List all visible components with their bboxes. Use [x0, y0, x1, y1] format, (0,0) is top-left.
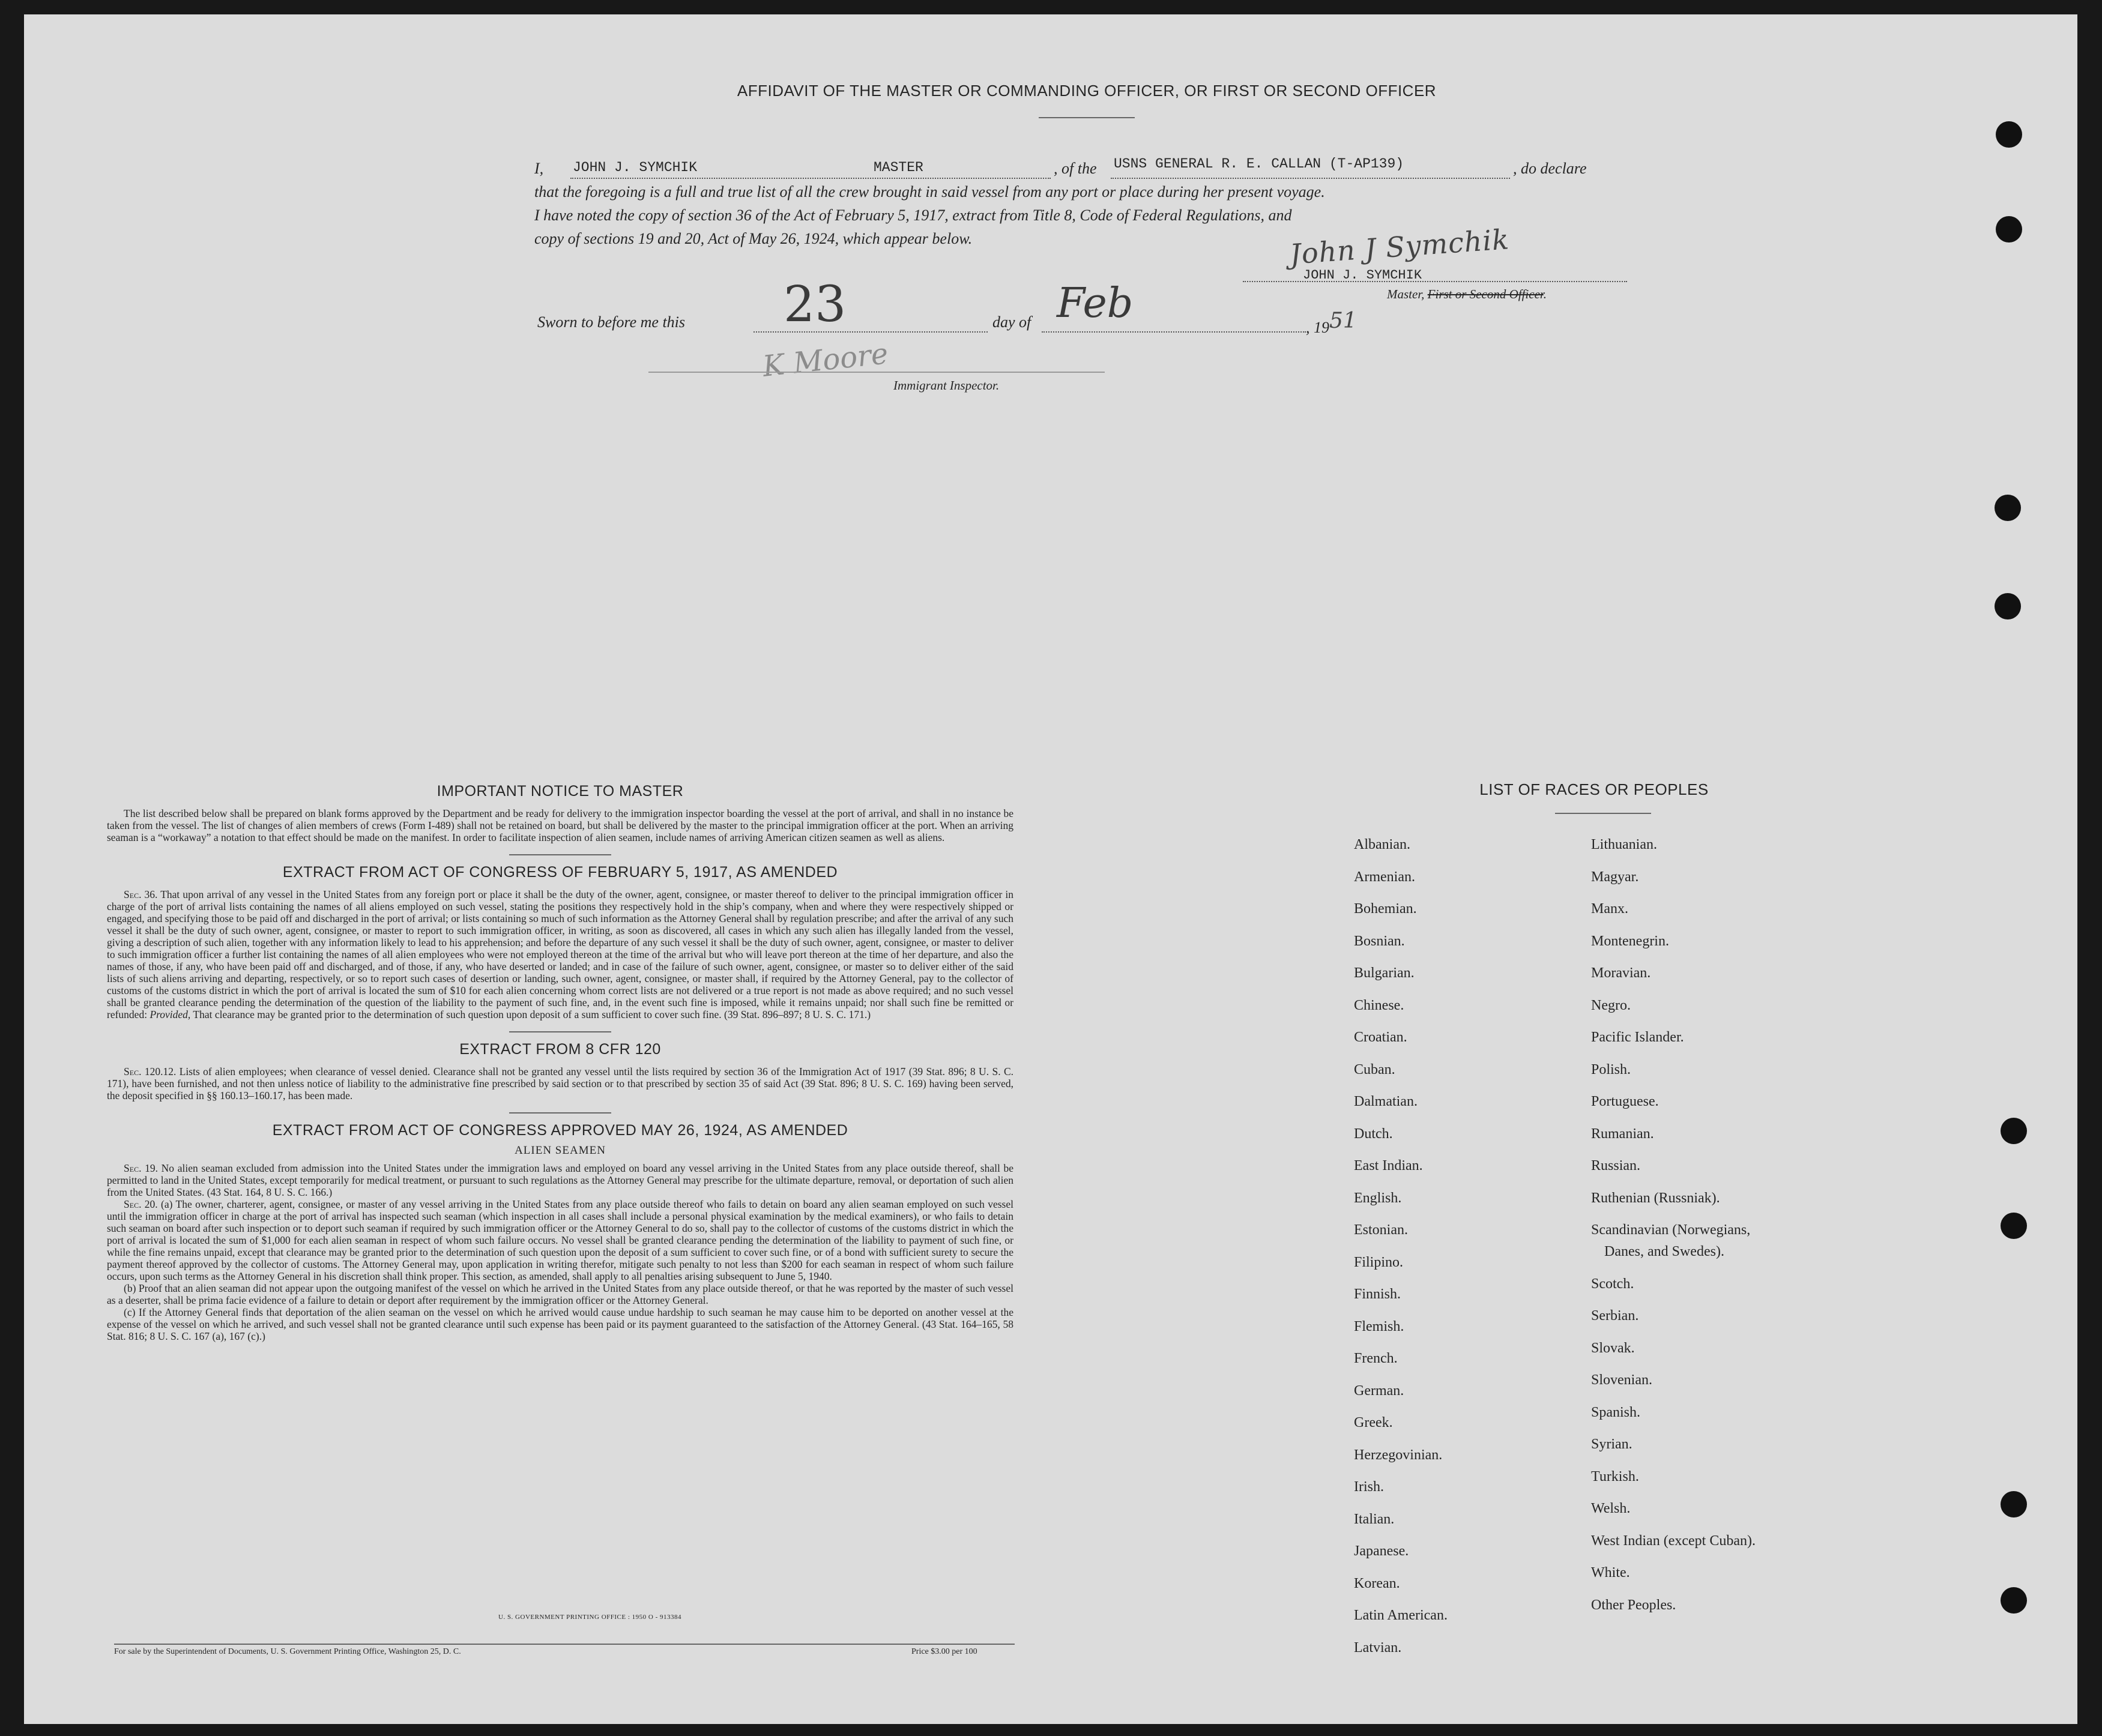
race-item: French.: [1354, 1351, 1398, 1366]
race-item: English.: [1354, 1190, 1402, 1206]
race-item: Magyar.: [1591, 869, 1639, 885]
race-item: Greek.: [1354, 1415, 1393, 1430]
section-20c-text: [107, 1306, 1013, 1342]
section-divider: [509, 1031, 611, 1032]
sworn-month: Feb: [1057, 280, 1134, 327]
do-declare-label: , do declare: [1513, 160, 1587, 177]
race-item: Montenegrin.: [1591, 933, 1669, 949]
race-item: Moravian.: [1591, 965, 1651, 981]
race-item: Russian.: [1591, 1158, 1641, 1174]
punch-hole: [1995, 495, 2021, 521]
proviso-word: Provided,: [149, 1008, 191, 1020]
section-120-text: [107, 1065, 1013, 1102]
race-item: Other Peoples.: [1591, 1597, 1676, 1613]
race-item: Turkish.: [1591, 1468, 1639, 1484]
for-sale-note: For sale by the Superintendent of Documents, U. S. Government Printing Office, Washington 25, D. C.: [114, 1647, 461, 1656]
footer-rule: [114, 1644, 1015, 1645]
race-item: Irish.: [1354, 1479, 1384, 1495]
race-item: Flemish.: [1354, 1318, 1404, 1334]
race-item: Finnish.: [1354, 1286, 1401, 1302]
race-item: Dalmatian.: [1354, 1094, 1418, 1109]
of-the-label: , of the: [1054, 160, 1097, 177]
section-36-label: Sec. 36.: [124, 888, 158, 900]
affidavit-title: AFFIDAVIT OF THE MASTER OR COMMANDING OFFICER, OR FIRST OR SECOND OFFICER: [737, 82, 1437, 100]
race-item: Bohemian.: [1354, 901, 1417, 917]
price-note: Price $3.00 per 100: [911, 1647, 977, 1656]
section-20a-text: [107, 1198, 1013, 1282]
race-item: Japanese.: [1354, 1543, 1409, 1559]
race-item: Cuban.: [1354, 1061, 1395, 1077]
race-item: Croatian.: [1354, 1029, 1407, 1045]
race-item: Scotch.: [1591, 1276, 1634, 1292]
race-item: Slovak.: [1591, 1340, 1635, 1356]
affidavit-line-1: [534, 156, 1657, 181]
race-item: Syrian.: [1591, 1436, 1632, 1452]
race-item: East Indian.: [1354, 1158, 1423, 1174]
race-item: Welsh.: [1591, 1501, 1631, 1516]
race-item: Estonian.: [1354, 1222, 1408, 1238]
year-suffix: 51: [1329, 309, 1357, 333]
race-item: Portuguese.: [1591, 1094, 1659, 1109]
race-item: White.: [1591, 1565, 1630, 1581]
race-item: Pacific Islander.: [1591, 1029, 1684, 1045]
section-19-body: No alien seaman excluded from admission into the United States under the immigration laws and employed on board any vessel arriving in the United States from any place outside thereof, shall be permitted to land in the United States, except temporarily for medical treatment, or pursuant to such regulations as the Attorney General may prescribe for the ultimate departure, removal, or deportation of such alien from the United States. (43 Stat. 164, 8 U. S. C. 166.): [107, 1162, 1013, 1198]
race-item: Manx.: [1591, 901, 1628, 917]
punch-hole: [1995, 593, 2021, 619]
race-item: Rumanian.: [1591, 1126, 1654, 1142]
declarant-rank: MASTER: [874, 160, 923, 175]
race-item: Lithuanian.: [1591, 837, 1657, 852]
day-line: [754, 331, 988, 333]
title-underline: [1039, 117, 1135, 118]
master-signature: John J Symchik: [1288, 223, 1511, 271]
section-20-label: Sec. 20.: [124, 1198, 158, 1210]
race-item: Korean.: [1354, 1575, 1400, 1591]
affidavit-line-4: copy of sections 19 and 20, Act of May 26, 1924, which appear below.: [534, 230, 973, 247]
race-item: Polish.: [1591, 1061, 1631, 1077]
caption-struck-officer: First or Second Officer: [1427, 287, 1544, 301]
section-20b-text: [107, 1282, 1013, 1306]
inspector-caption: Immigrant Inspector.: [893, 378, 1000, 393]
race-item: Scandinavian (Norwegians,: [1591, 1222, 1751, 1238]
punch-hole: [2001, 1587, 2027, 1614]
race-item: Italian.: [1354, 1511, 1395, 1527]
document-page: [24, 14, 2077, 1724]
punch-hole: [1996, 121, 2022, 148]
race-item: Chinese.: [1354, 997, 1404, 1013]
vessel-name: USNS GENERAL R. E. CALLAN (T-AP139): [1114, 156, 1404, 172]
race-item: Dutch.: [1354, 1126, 1393, 1142]
affidavit-line-2: that the foregoing is a full and true list of all the crew brought in said vessel from any port or place during her present voyage.: [534, 183, 1325, 200]
inspector-line: [648, 372, 1105, 373]
race-item: Latvian.: [1354, 1639, 1402, 1656]
section-20a-body: (a) The owner, charterer, agent, consignee, or master of any vessel arriving in the United States from any place outside thereof who fails to detain on board any alien seaman employed on such vessel until the immigration officer in charge at the port of arrival has inspected such seaman (which inspection in all cases shall include a personal physical examination by the medical examiners), or who fails to detain such seaman on board after such inspection or to deport such seaman if required by such immigration officer or the Attorney General to do so, shall pay to the collector of customs of the customs district in which the port of arrival is located the sum of $1,000 for each alien seaman in respect of whom such failure occurs. No vessel shall be granted clearance pending the determination of the liability to payment of such fine, or while the fine remains unpaid, except that clearance may be granted prior to the determination of such question upon the deposit of a sum sufficient to cover such fine, or of a bond with sufficient surety to secure the payment thereof approved by the collector of customs. The Attorney General may, upon application in writing therefor, mitigate such penalty to not less than $200 for each seaman in respect of whom such failure occurs, upon such terms as the Attorney General in his discretion shall think proper. This section, as amended, shall apply to all penalties arising subsequent to June 5, 1940.: [107, 1198, 1013, 1282]
race-item: German.: [1354, 1382, 1404, 1399]
year-prefix: , 19: [1306, 319, 1329, 336]
punch-hole: [2001, 1118, 2027, 1144]
race-item: Serbian.: [1591, 1308, 1639, 1324]
year-label: [1306, 309, 1357, 338]
section-36-text: [107, 888, 1013, 1020]
proviso-text: That clearance may be granted prior to the determination of such question upon deposit of a sum sufficient to cover such fine. (39 Stat. 896–897; 8 U. S. C. 171.): [193, 1008, 871, 1020]
typed-signature-name: JOHN J. SYMCHIK: [1303, 268, 1422, 283]
section-36-body: That upon arrival of any vessel in the United States from any foreign port or place it shall be the duty of the owner, agent, consignee, or master thereof to deliver to the principal immigration officer in charge of the port of arrival lists containing the names of all aliens employed on such vessel, stating the positions they respectively hold in the ship’s company, when and where they were respectively shipped or engaged, and specifying those to be paid off and discharged in the port of arrival; or lists containing so much of such information as the Attorney General shall by regulation prescribe; and after the arrival of any such vessel it shall be the duty of such owner, agent, consignee, or master to report to such immigration officer, in writing, as soon as discovered, all cases in which any such alien has illegally landed from the vessel, giving a description of such alien, together with any information likely to lead to his apprehension; and before the departure of any such vessel it shall be the duty of such owner, agent, consignee, or master to deliver to such immigration officer a further list containing the names of all alien employees who were not employed thereon at the time of the arrival but who will leave port thereon at the time of her departure, and also the names of those, if any, who have been paid off and discharged, and of those, if any, who have deserted or landed; and in case of the failure of such owner, agent, consignee, or master so to deliver either of the said lists of such aliens arriving and departing, respectively, or so to report such cases of desertion or landing, such owner, agent, consignee, or master shall, if required by the Attorney General, pay to the collector of customs of the customs district in which the port of arrival is located the sum of $10 for each alien concerning whom correct lists are not delivered or a true report is not made as above required; and no such vessel shall be granted clearance pending the determination of the question of the liability to the payment of such fine, and, in the event such fine is imposed, while it remains unpaid; nor shall such fine be remitted or refunded:: [107, 888, 1013, 1020]
race-item: Negro.: [1591, 997, 1631, 1013]
section-120-label: Sec. 120.12.: [124, 1065, 177, 1077]
section-120-body: Lists of alien employees; when clearance of vessel denied. Clearance shall not be granted any vessel until the lists required by section 36 of the Immigration Act of 1917 (39 Stat. 896; 8 U. S. C. 171), have been furnished, and not then unless notice of liability to the administrative fine prescribed by said section or to that prescribed by section 35 of said Act (39 Stat. 896; 8 U. S. C. 169) having been served, the deposit specified in §§ 160.13–160.17, has been made.: [107, 1065, 1013, 1102]
punch-hole: [2001, 1213, 2027, 1239]
notice-text: [107, 807, 1013, 843]
notice-title: IMPORTANT NOTICE TO MASTER: [436, 783, 684, 800]
races-title: LIST OF RACES OR PEOPLES: [1479, 780, 1709, 798]
section-20b-body: (b) Proof that an alien seaman did not appear upon the outgoing manifest of the vessel on which he arrived in the United States from any place outside thereof, or that he was reported by the master of such vessel as a deserter, shall be prima facie evidence of a failure to detain or deport after requirement by the immigration officer or the Attorney General.: [107, 1282, 1013, 1306]
races-column-1: [1354, 837, 1582, 1672]
race-item: Danes, and Swedes).: [1604, 1244, 1724, 1259]
sworn-day: 23: [784, 276, 847, 333]
extract-cfr-title: EXTRACT FROM 8 CFR 120: [459, 1041, 661, 1058]
race-item: Spanish.: [1591, 1404, 1641, 1420]
section-20c-body: (c) If the Attorney General finds that deportation of the alien seaman on the vessel on which he arrived would cause undue hardship to such seaman he may cause him to be deported on another vessel at the expense of the vessel on which he arrived, and such vessel shall not be granted clearance until such expense has been paid or its payment guaranteed to the satisfaction of the Attorney General. (43 Stat. 164–165, 58 Stat. 816; 8 U. S. C. 167 (a), 167 (c).): [107, 1306, 1013, 1342]
race-item: Ruthenian (Russniak).: [1591, 1190, 1720, 1206]
caption-master: Master,: [1387, 287, 1428, 301]
punch-hole: [2001, 1491, 2027, 1517]
race-item: Bulgarian.: [1354, 965, 1415, 981]
caption-period: .: [1543, 287, 1547, 301]
day-of-label: day of: [992, 313, 1031, 331]
gpo-imprint: U. S. GOVERNMENT PRINTING OFFICE : 1950 O - 913384: [498, 1614, 682, 1621]
inspector-signature: K Moore: [761, 337, 890, 384]
sworn-label: Sworn to before me this: [537, 313, 686, 331]
section-divider: [509, 854, 611, 855]
alien-seamen-subtitle: ALIEN SEAMEN: [515, 1144, 606, 1157]
race-item: Latin American.: [1354, 1608, 1448, 1623]
race-item: Herzegovinian.: [1354, 1447, 1443, 1463]
race-item: Bosnian.: [1354, 933, 1405, 949]
declarant-name: JOHN J. SYMCHIK: [573, 160, 698, 175]
race-item: Armenian.: [1354, 869, 1415, 885]
section-19-label: Sec. 19.: [124, 1162, 158, 1174]
race-item: Albanian.: [1354, 837, 1410, 852]
signature-caption: [1387, 287, 1547, 302]
races-column-2: [1591, 837, 1927, 1629]
signature-line: [1243, 281, 1627, 282]
race-item: Slovenian.: [1591, 1372, 1652, 1388]
fill-line: [570, 178, 1051, 179]
month-line: [1042, 331, 1306, 333]
declarant-prefix: I,: [534, 160, 544, 177]
extract-1924-title: EXTRACT FROM ACT OF CONGRESS APPROVED MAY 26, 1924, AS AMENDED: [272, 1122, 848, 1139]
extract-1917-title: EXTRACT FROM ACT OF CONGRESS OF FEBRUARY 5, 1917, AS AMENDED: [282, 864, 838, 881]
punch-hole: [1996, 216, 2022, 243]
section-19-text: [107, 1162, 1013, 1198]
race-item: Filipino.: [1354, 1254, 1404, 1270]
section-divider: [509, 1112, 611, 1114]
legal-column: [107, 783, 1013, 1342]
affidavit-line-3: I have noted the copy of section 36 of the Act of February 5, 1917, extract from Title 8, Code of Federal Regulations, and: [534, 206, 1292, 224]
fill-line: [1111, 178, 1510, 179]
races-title-underline: [1555, 813, 1651, 814]
notice-body: The list described below shall be prepared on blank forms approved by the Department and be ready for delivery to the immigration inspector boarding the vessel at the port of arrival, and shall in no instance be taken from the vessel. The list of changes of alien members of crews (Form I-489) shall not be retained on board, but shall be delivered by the master to the principal immigration officer at the port. When an arriving seaman is a “workaway” a notation to that effect should be made on the manifest. In order to facilitate inspection of alien seamen, include names of arriving American citizen seamen as well as aliens.: [107, 807, 1013, 843]
race-item: West Indian (except Cuban).: [1591, 1533, 1756, 1549]
